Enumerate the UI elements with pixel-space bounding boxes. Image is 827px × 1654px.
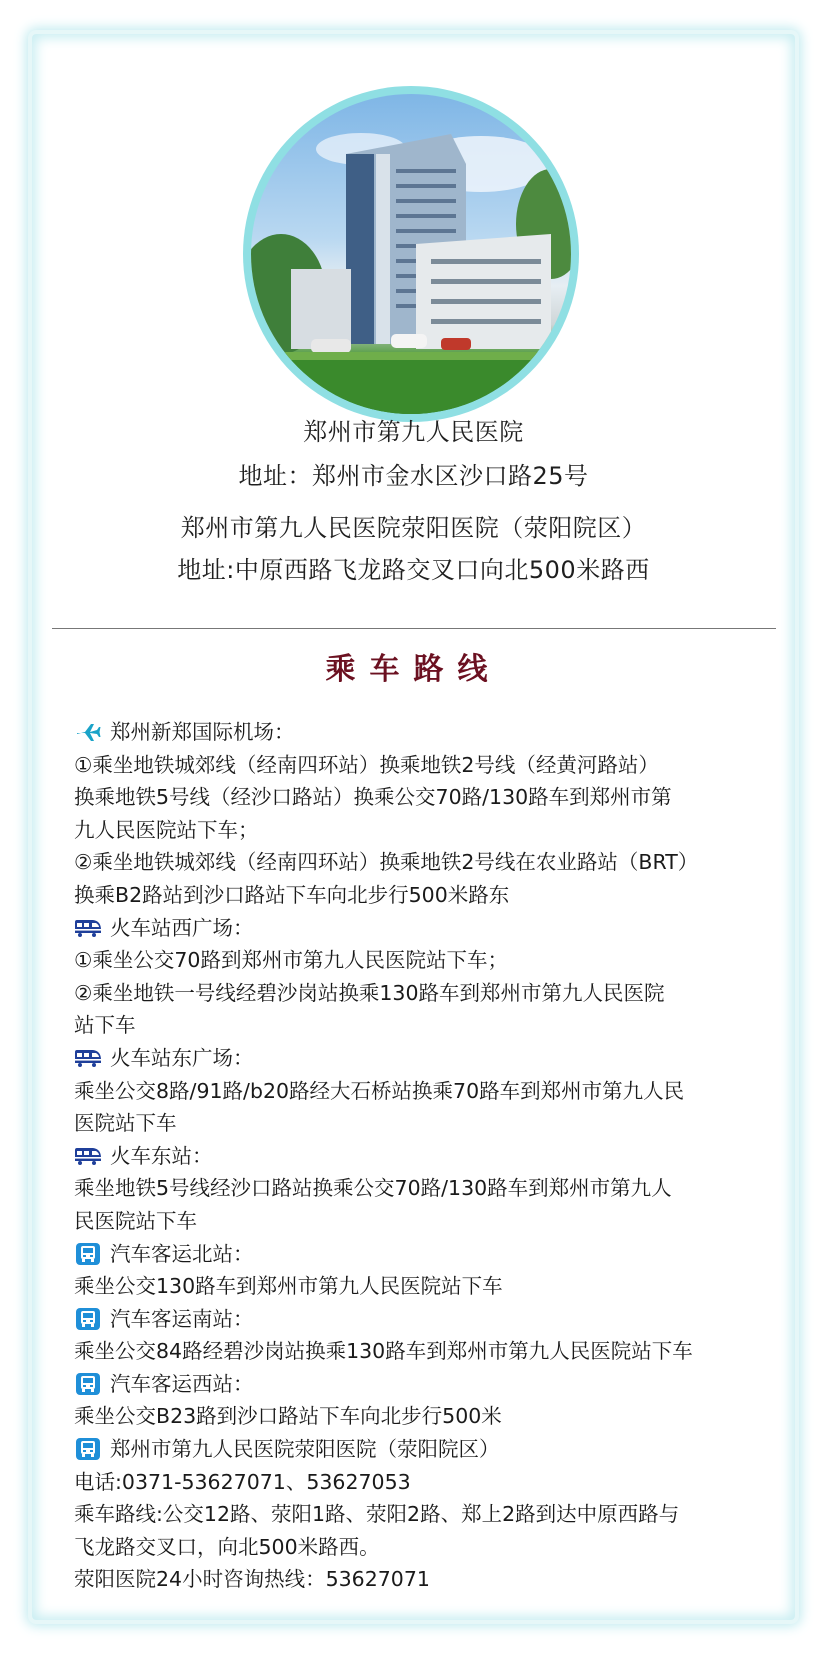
route-text: 乘坐公交130路车到郑州市第九人民医院站下车: [74, 1274, 503, 1299]
route-line: [74, 1270, 774, 1303]
train-icon: [74, 1144, 102, 1168]
route-text: 换乘地铁5号线（经沙口路站）换乘公交70路/130路车到郑州市第: [74, 785, 672, 810]
route-line: [74, 1400, 774, 1433]
route-heading: [74, 1368, 774, 1401]
route-text: 电话:0371-53627071、53627053: [74, 1469, 411, 1494]
route-text: 郑州新郑国际机场：: [110, 720, 295, 744]
route-line: [74, 1531, 774, 1564]
route-line: [74, 879, 774, 912]
bus-icon: [74, 1242, 102, 1266]
section-title: 乘车路线: [325, 652, 502, 687]
route-line: [74, 1563, 774, 1596]
route-text: ②乘坐地铁一号线经碧沙岗站换乘130路车到郑州市第九人民医院: [74, 980, 665, 1005]
route-line: [74, 1107, 774, 1140]
route-line: [74, 749, 774, 782]
train-icon: [74, 1046, 102, 1070]
route-line: [74, 814, 774, 847]
hospital-address: 地址：郑州市金水区沙口路25号: [238, 462, 589, 490]
route-text: ②乘坐地铁城郊线（经南四环站）换乘地铁2号线在农业路站（BRT）: [74, 850, 699, 875]
divider: [52, 628, 776, 629]
route-heading: [74, 1140, 774, 1173]
route-line: [74, 1466, 774, 1499]
route-heading: [74, 1303, 774, 1336]
route-text: 站下车: [74, 1013, 136, 1038]
route-text: 汽车客运北站：: [110, 1241, 254, 1266]
route-text: ①乘坐地铁城郊线（经南四环站）换乘地铁2号线（经黄河路站）: [74, 752, 659, 777]
route-heading: [74, 1433, 774, 1466]
bus-icon: [74, 1307, 102, 1331]
route-text: 乘车路线:公交12路、荥阳1路、荥阳2路、郑上2路到达中原西路与: [74, 1502, 680, 1527]
route-text: 火车站东广场：: [110, 1045, 254, 1070]
route-text: 九人民医院站下车；: [74, 817, 259, 842]
bus-icon: [74, 1437, 102, 1461]
route-text: 乘坐公交84路经碧沙岗站换乘130路车到郑州市第九人民医院站下车: [74, 1339, 693, 1364]
route-line: [74, 1172, 774, 1205]
route-text: 医院站下车: [74, 1111, 177, 1136]
route-line: [74, 1009, 774, 1042]
route-text: 荥阳医院24小时咨询热线：53627071: [74, 1567, 430, 1592]
route-text: 乘坐地铁5号线经沙口路站换乘公交70路/130路车到郑州市第九人: [74, 1176, 672, 1201]
route-line: [74, 846, 774, 879]
route-text: 换乘B2路站到沙口路站下车向北步行500米路东: [74, 882, 510, 907]
route-text: 汽车客运西站：: [110, 1371, 254, 1396]
hospital-photo: [243, 86, 579, 422]
train-icon: [74, 916, 102, 940]
route-text: 火车站西广场：: [110, 915, 254, 940]
branch-name: 郑州市第九人民医院荥阳医院（荥阳院区）: [180, 514, 647, 542]
hospital-name: 郑州市第九人民医院: [303, 418, 524, 446]
route-heading: [74, 912, 774, 945]
route-line: [74, 944, 774, 977]
route-text: 汽车客运南站：: [110, 1306, 254, 1331]
route-line: [74, 1075, 774, 1108]
route-line: [74, 1205, 774, 1238]
route-heading: [74, 1042, 774, 1075]
branch-address: 地址:中原西路飞龙路交叉口向北500米路西: [177, 556, 650, 584]
route-heading: [74, 716, 774, 749]
route-text: 民医院站下车: [74, 1208, 197, 1233]
route-line: [74, 781, 774, 814]
route-line: [74, 1498, 774, 1531]
bus-icon: [74, 1372, 102, 1396]
route-text: 郑州市第九人民医院荥阳医院（荥阳院区）: [110, 1437, 500, 1462]
route-text: 飞龙路交叉口，向北500米路西。: [74, 1534, 380, 1559]
route-text: 乘坐公交8路/91路/b20路经大石桥站换乘70路车到郑州市第九人民: [74, 1078, 685, 1103]
route-text: ①乘坐公交70路到郑州市第九人民医院站下车；: [74, 948, 508, 973]
airplane-icon: [74, 720, 102, 744]
route-line: [74, 977, 774, 1010]
route-heading: [74, 1238, 774, 1271]
route-text: 乘坐公交B23路到沙口路站下车向北步行500米: [74, 1404, 502, 1429]
routes-list: [74, 716, 774, 1596]
route-line: [74, 1335, 774, 1368]
route-text: 火车东站：: [110, 1143, 213, 1168]
